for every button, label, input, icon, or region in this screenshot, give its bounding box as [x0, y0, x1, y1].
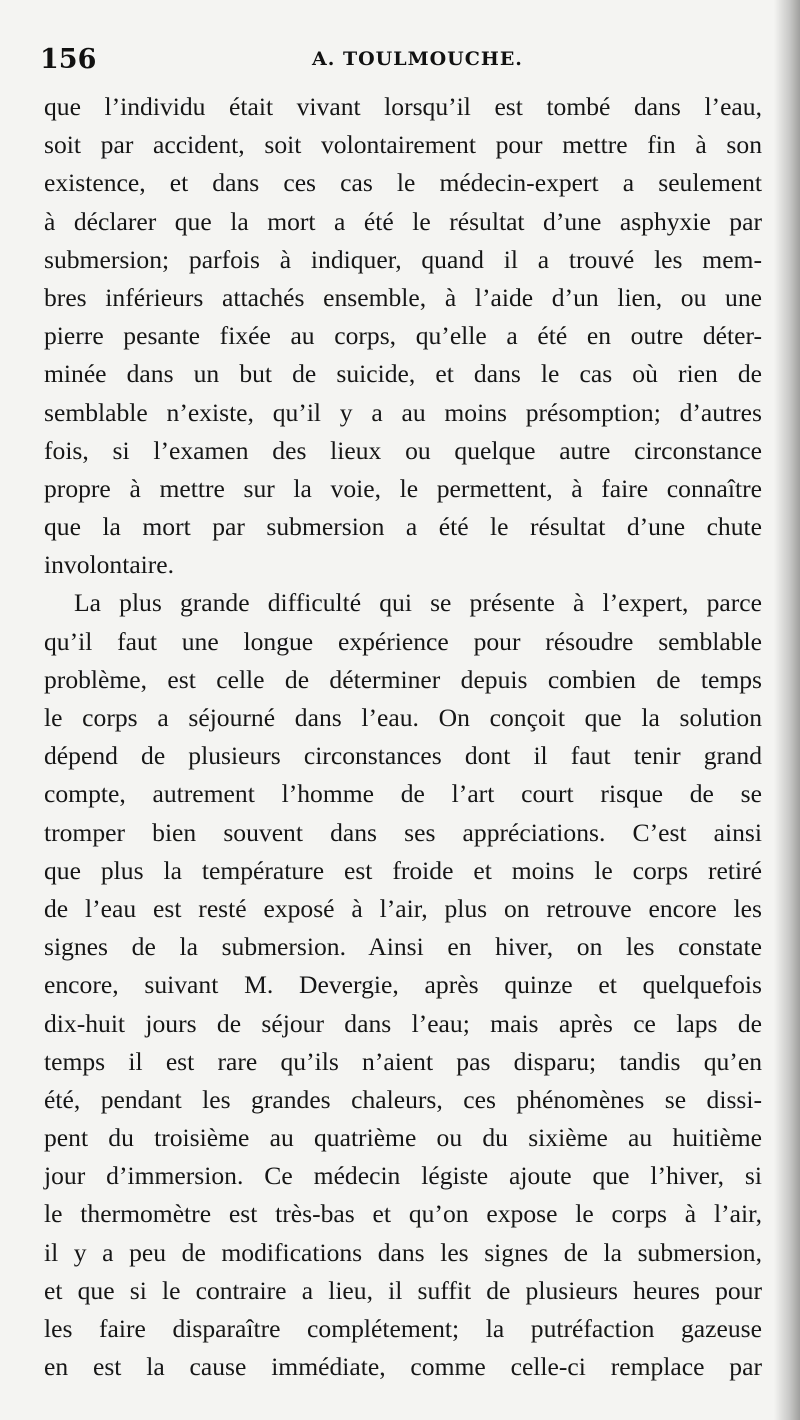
text-line: compte, autrement l’homme de l’art court risque de se: [44, 779, 762, 809]
text-line: dix-huit jours de séjour dans l’eau; mais après ce laps de: [44, 1008, 762, 1038]
text-line: bres inférieurs attachés ensemble, à l’aide d’un lien, ou une: [44, 282, 762, 312]
page-edge-shadow: [774, 0, 800, 1420]
text-line: jour d’immersion. Ce médecin légiste ajoute que l’hiver, si: [44, 1161, 762, 1191]
text-line: propre à mettre sur la voie, le permettent, à faire connaître: [44, 473, 762, 503]
body-text: [44, 88, 762, 1386]
text-line: pent du troisième au quatrième ou du sixième au huitième: [44, 1123, 762, 1153]
text-line: semblable n’existe, qu’il y a au moins présomption; d’autres: [44, 397, 762, 427]
text-line: fois, si l’examen des lieux ou quelque autre circonstance: [44, 435, 762, 465]
text-line: pierre pesante fixée au corps, qu’elle a été en outre déter-: [44, 321, 762, 351]
text-line: tromper bien souvent dans ses appréciations. C’est ainsi: [44, 817, 762, 847]
text-line: soit par accident, soit volontairement pour mettre fin à son: [44, 130, 762, 160]
text-line: les faire disparaître complétement; la putréfaction gazeuse: [44, 1314, 762, 1343]
page-header: [40, 44, 780, 80]
text-line: existence, et dans ces cas le médecin-expert a seulement: [44, 168, 762, 198]
text-line: signes de la submersion. Ainsi en hiver, on les constate: [44, 932, 762, 962]
text-line: minée dans un but de suicide, et dans le cas où rien de: [44, 359, 762, 389]
text-line: temps il est rare qu’ils n’aient pas disparu; tandis qu’en: [44, 1046, 762, 1076]
text-line: que l’individu était vivant lorsqu’il est tombé dans l’eau,: [44, 92, 762, 121]
text-line: problème, est celle de déterminer depuis combien de temps: [44, 664, 762, 694]
paragraph-start-line: La plus grande difficulté qui se présente à l’expert, parce: [74, 588, 762, 618]
text-line: à déclarer que la mort a été le résultat d’une asphyxie par: [44, 206, 762, 236]
paragraph-end-line: involontaire.: [44, 550, 175, 580]
text-line: le corps a séjourné dans l’eau. On conçoit que la solution: [44, 703, 762, 732]
text-line: dépend de plusieurs circonstances dont il faut tenir grand: [44, 741, 762, 771]
text-line: qu’il faut une longue expérience pour résoudre semblable: [44, 626, 762, 656]
text-line: et que si le contraire a lieu, il suffit de plusieurs heures pour: [44, 1275, 762, 1305]
text-line: submersion; parfois à indiquer, quand il a trouvé les mem-: [44, 244, 762, 274]
text-line: que plus la température est froide et moins le corps retiré: [44, 855, 762, 885]
text-line: que la mort par submersion a été le résultat d’une chute: [44, 512, 762, 542]
text-line: le thermomètre est très-bas et qu’on expose le corps à l’air,: [44, 1199, 762, 1229]
text-line: il y a peu de modifications dans les signes de la submersion,: [44, 1237, 762, 1267]
text-line: de l’eau est resté exposé à l’air, plus on retrouve encore les: [44, 893, 762, 923]
running-head: A. TOULMOUCHE.: [312, 48, 523, 70]
page-number: 156: [40, 44, 97, 75]
text-line: en est la cause immédiate, comme celle-ci remplace par: [44, 1352, 762, 1382]
text-line: encore, suivant M. Devergie, après quinze et quelquefois: [44, 970, 762, 1000]
text-line: été, pendant les grandes chaleurs, ces phénomènes se dissi-: [44, 1084, 762, 1114]
